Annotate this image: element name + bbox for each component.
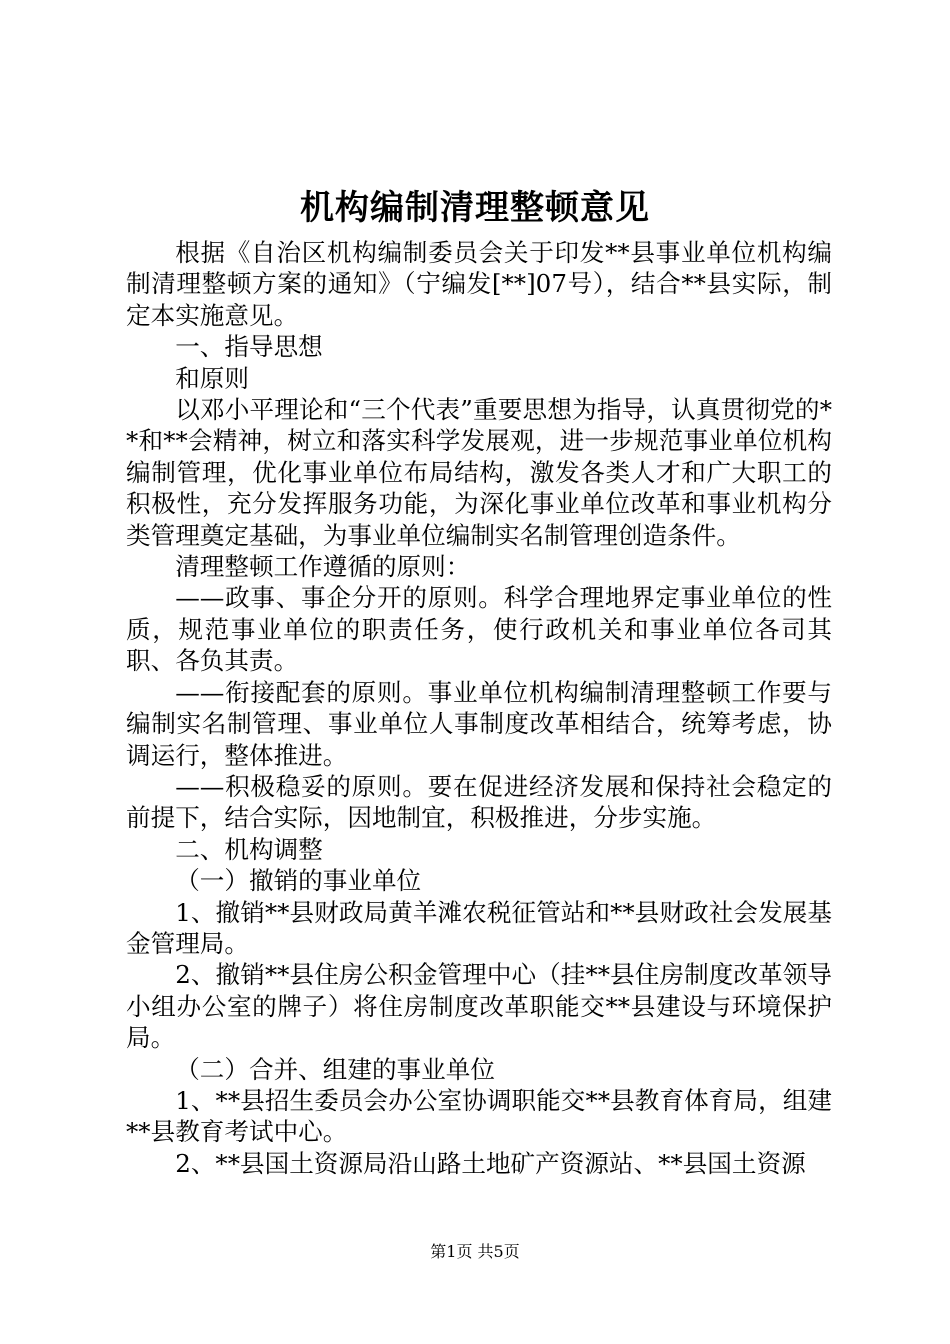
subheading-merged-units: （二）合并、组建的事业单位 — [175, 1054, 495, 1084]
paragraph-principles-intro: 清理整顿工作遵循的原则： — [175, 552, 471, 582]
paragraph-merge-item-2: 2、**县国土资源局沿山路土地矿产资源站、**县国土资源 — [175, 1148, 806, 1178]
paragraph-abolish-item-2: 2、撤销**县住房公积金管理中心（挂**县住房制度改革领导小组办公室的牌子）将住房制度改革职能交**县建设与环境保护局。 — [126, 960, 832, 1053]
heading-and-principles: 和原则 — [175, 363, 249, 393]
document-title: 机构编制清理整顿意见 — [300, 188, 650, 228]
heading-guiding-thought: 一、指导思想 — [175, 332, 323, 362]
paragraph-principle-steady: ——积极稳妥的原则。要在促进经济发展和保持社会稳定的前提下，结合实际，因地制宜，积极推进，分步实施。 — [126, 771, 832, 833]
paragraph-principle-separation: ——政事、事企分开的原则。科学合理地界定事业单位的性质，规范事业单位的职责任务，使行政机关和事业单位各司其职、各负其责。 — [126, 583, 832, 676]
paragraph-guiding-thought: 以邓小平理论和“三个代表”重要思想为指导，认真贯彻党的**和**会精神，树立和落实科学发展观，进一步规范事业单位机构编制管理，优化事业单位布局结构，激发各类人才和广大职工的积极性，充分发挥服务功能，为深化事业单位改革和事业机构分类管理奠定基础，为事业单位编制实名制管理创造条件。 — [126, 395, 832, 550]
document-body — [126, 237, 832, 1179]
paragraph-merge-item-1: 1、**县招生委员会办公室协调职能交**县教育体育局，组建**县教育考试中心。 — [126, 1085, 832, 1147]
heading-institution-adjustment: 二、机构调整 — [175, 834, 323, 864]
subheading-abolished-units: （一）撤销的事业单位 — [175, 866, 422, 896]
paragraph-principle-coordination: ——衔接配套的原则。事业单位机构编制清理整顿工作要与编制实名制管理、事业单位人事制度改革相结合，统筹考虑，协调运行，整体推进。 — [126, 677, 832, 770]
page-footer: 第1页 共5页 — [430, 1242, 520, 1261]
paragraph-abolish-item-1: 1、撤销**县财政局黄羊滩农税征管站和**县财政社会发展基金管理局。 — [126, 897, 832, 958]
paragraph-intro: 根据《自治区机构编制委员会关于印发**县事业单位机构编制清理整顿方案的通知》（宁编发[**]07号），结合**县实际，制定本实施意见。 — [126, 238, 832, 330]
